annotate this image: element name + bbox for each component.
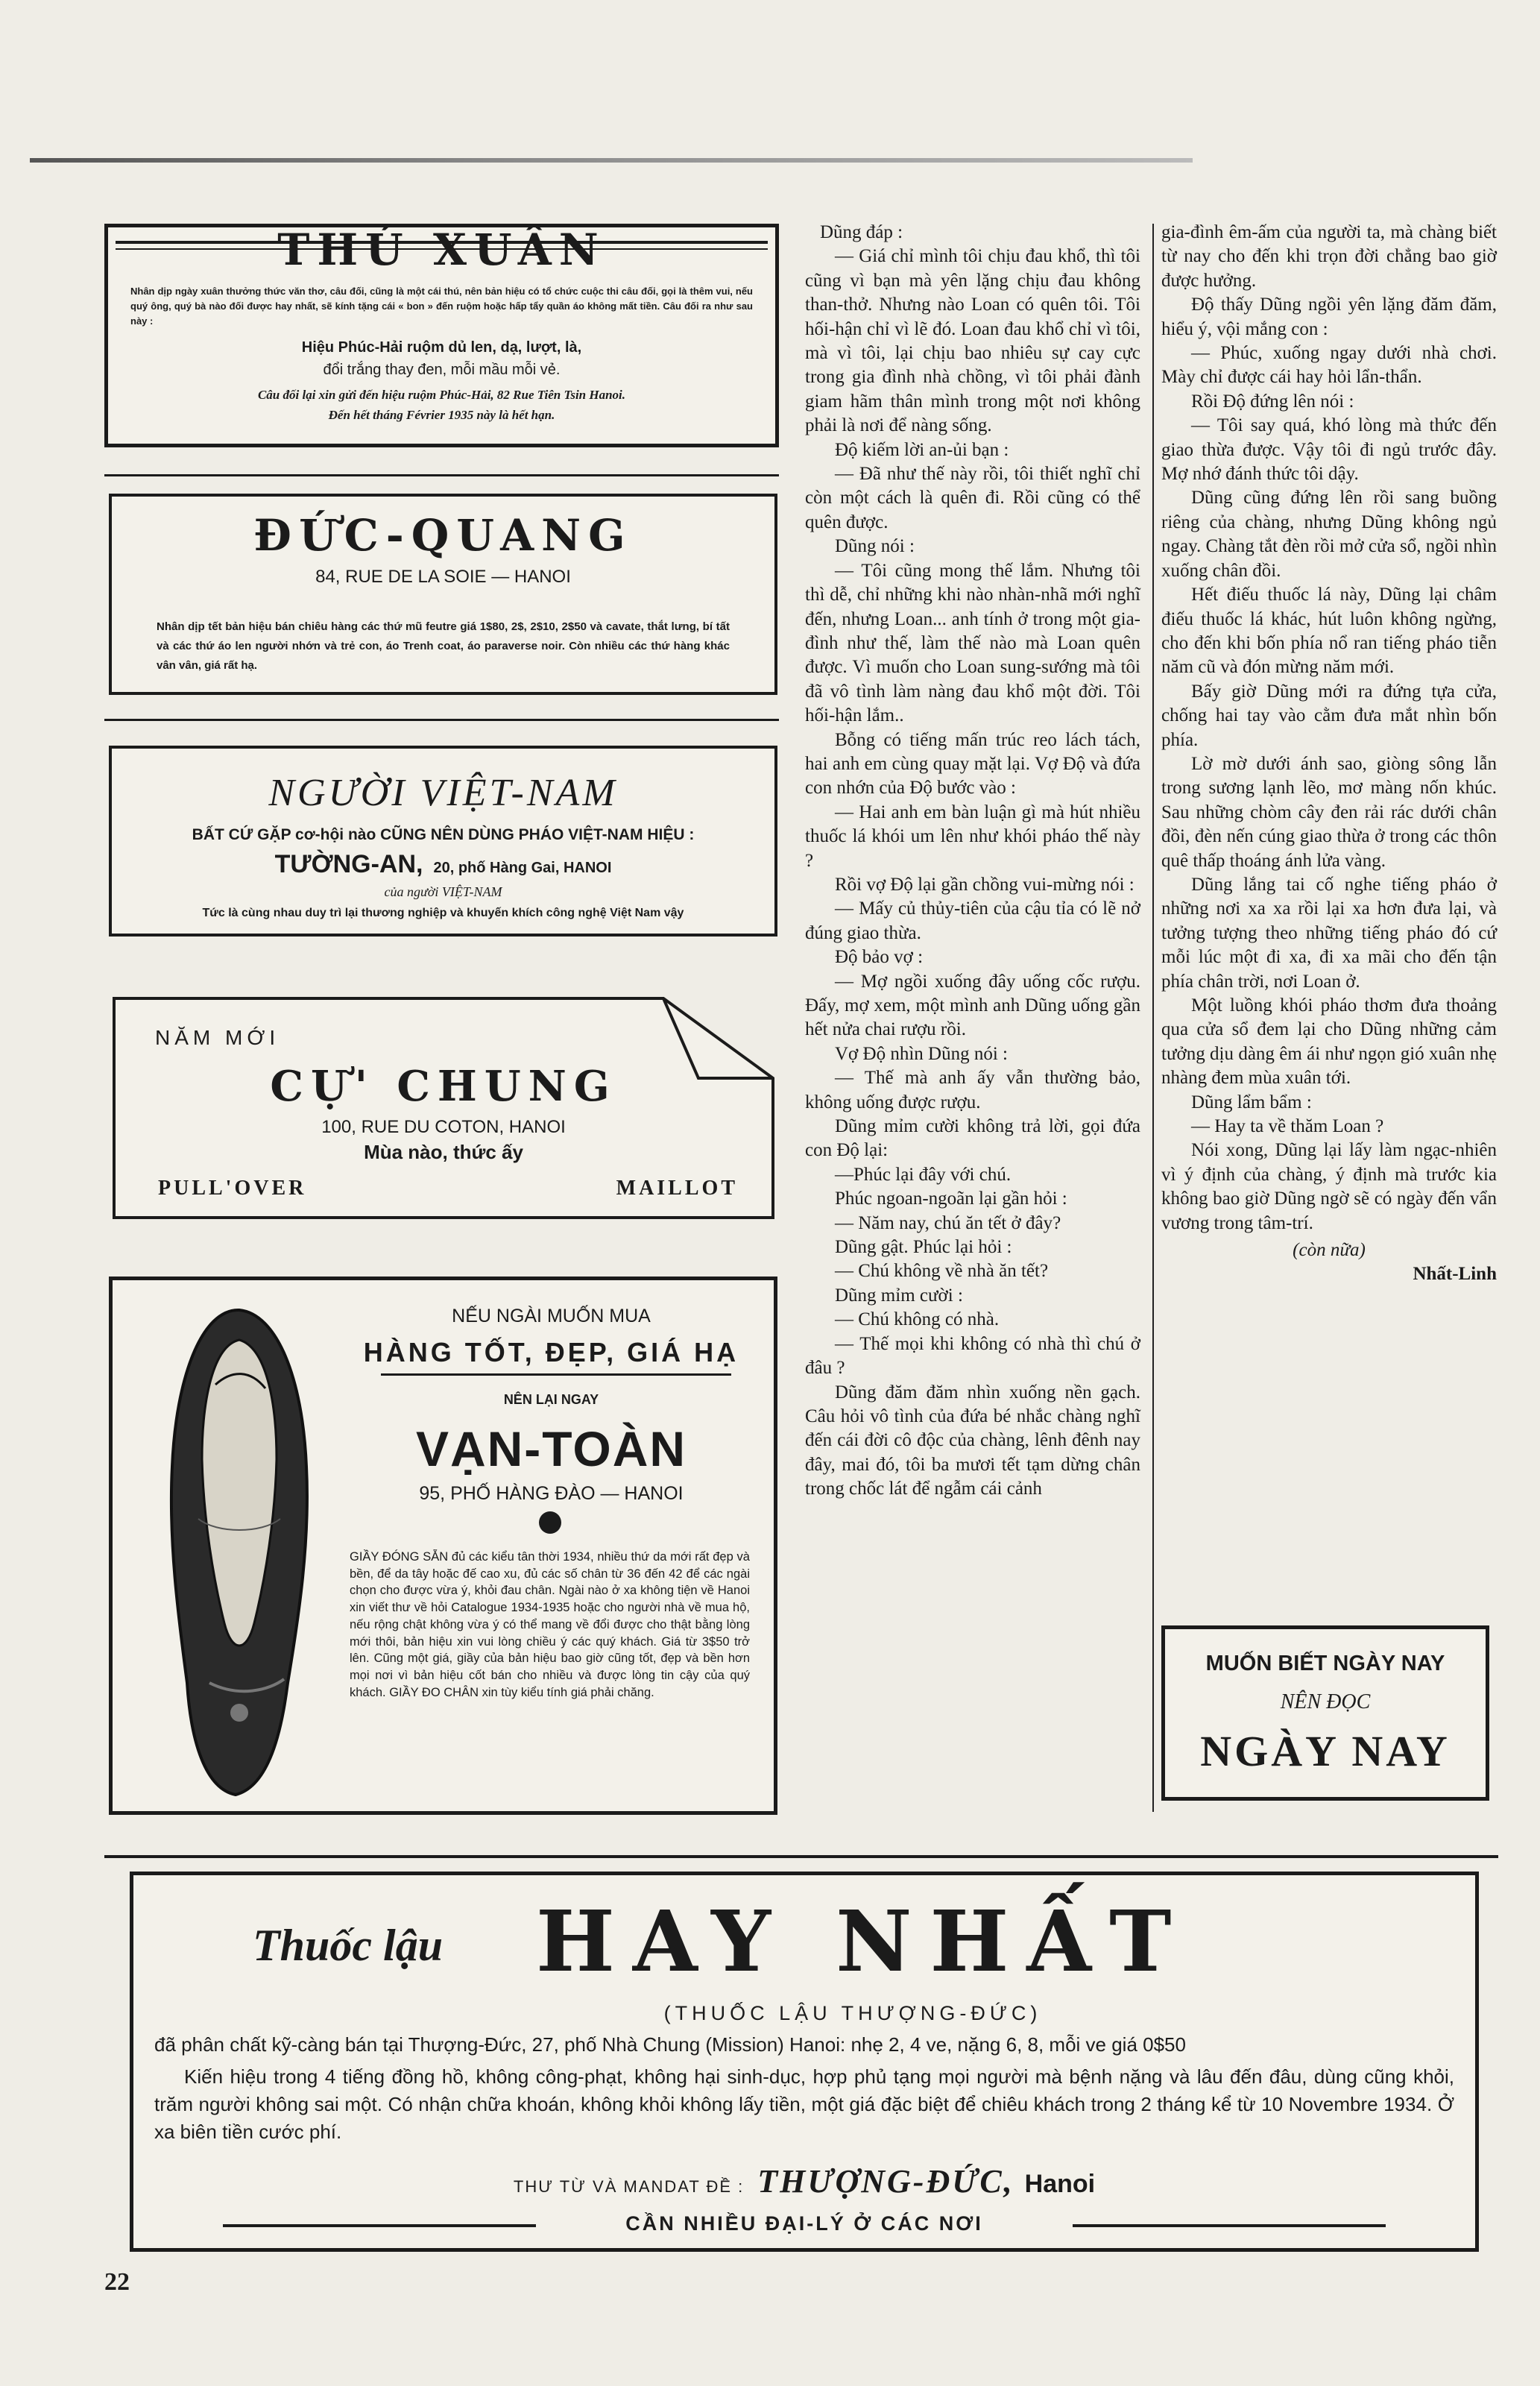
page-number: 22 — [104, 2268, 130, 2296]
ad-hay-nhat-bottom: CẦN NHIỀU ĐẠI-LÝ Ở CÁC NƠI — [625, 2212, 983, 2235]
story-paragraph: Bấy giờ Dũng mới ra đứng tựa cửa, chống hai tay vào cằm đưa mắt nhìn bốn phía. — [1161, 681, 1497, 750]
story-paragraph: Dũng lắng tai cố nghe tiếng pháo ở những nơi xa xa rồi lại xa hơn đưa lại, và tưởng tượng theo những tiếng pháo đó cứ mỗi lúc một đi xa, đi xa mãi cho đến tận phía chân trời, nơi Loan ở. — [1161, 874, 1497, 992]
story-column-2 — [1161, 221, 1497, 1600]
story-paragraph: — Chú không có nhà. — [835, 1309, 1000, 1330]
ad-hay-nhat-mail — [133, 2162, 1475, 2200]
ad-ngay-nay — [1161, 1625, 1489, 1801]
ad-cu-chung — [112, 996, 775, 1220]
ad-hay-nhat-mail-city: Hanoi — [1024, 2170, 1096, 2198]
story-paragraph: Bỗng có tiếng mấn trúc reo lách tách, hai anh em cùng quay mặt lại. Vợ Độ và đứa con nhớn của Độ bước vào : — [805, 729, 1140, 799]
ad-cu-chung-left: PULL'OVER — [158, 1177, 307, 1200]
story-paragraph: Hết điếu thuốc lá này, Dũng lại châm điếu thuốc lá khác, hút luôn không ngừng, cho đến khi bốn phía nổ ran tiếng pháo tiễn năm cũ và đón mừng năm mới. — [1161, 585, 1497, 678]
ad-nguoi-viet-nam-line1: BẤT CỨ GẶP cơ-hội nào CŨNG NÊN DÙNG PHÁO VIỆT-NAM HIỆU : — [192, 826, 695, 843]
story-paragraph: Dũng gật. Phúc lại hỏi : — [835, 1237, 1012, 1258]
ad-ngay-nay-line3: NGÀY NAY — [1200, 1727, 1451, 1775]
story-paragraph: — Giá chỉ mình tôi chịu đau khổ, thì tôi cũng vì bạn mà yên lặng chịu đau không than-thở. Nhưng nào Loan có quên tôi. Tôi hối-hận chỉ vì lẽ đó. Loan đau khổ chỉ vì tôi, mà vì tôi, lại chịu bao nhiêu sự cay cực trong gia đình nhà chồng, vì tôi phải đành giam hãm thân mình trong một nơi không phải là nơi để nàng sống. — [805, 246, 1140, 436]
ad-duc-quang — [109, 494, 777, 695]
story-paragraph: gia-đình êm-ấm của người ta, mà chàng biết từ nay cho đến khi trọn đời chẳng bao giờ được hưởng. — [1161, 222, 1497, 291]
ad-thu-xuan — [104, 224, 779, 447]
story-paragraph: Rồi vợ Độ lại gần chồng vui-mừng nói : — [835, 874, 1135, 895]
story-paragraph: — Thế mọi khi không có nhà thì chú ở đâu ? — [805, 1333, 1140, 1379]
ad-nguoi-viet-nam-line3: Tức là cùng nhau duy trì lại thương nghiệp và khuyến khích công nghệ Việt Nam vậy — [202, 907, 684, 919]
ad-nguoi-viet-nam-owner: của người VIỆT-NAM — [384, 884, 502, 899]
ad-cu-chung-slogan: Mùa nào, thức ấy — [364, 1141, 523, 1163]
ad-hay-nhat-subtitle: (THUỐC LẬU THƯỢNG-ĐỨC) — [663, 2002, 1042, 2024]
story-author: Nhất-Linh — [1413, 1264, 1497, 1285]
ad-hay-nhat-rule-right — [1073, 2224, 1386, 2227]
story-paragraph: Nói xong, Dũng lại lấy làm ngạc-nhiên vì ý định của chàng, ý định mà trước kia không bao giờ Dũng ngờ sẽ có ngày đến vẩn vương trong tâm-trí. — [1161, 1140, 1497, 1233]
bottom-section-rule — [104, 1855, 1498, 1858]
ad-separator — [104, 719, 779, 721]
ad-thu-xuan-note1: Câu đối lại xin gửi đến hiệu ruộm Phúc-Hải, 82 Rue Tiên Tsin Hanoi. — [257, 388, 626, 402]
story-continued: (còn nữa) — [1293, 1240, 1366, 1261]
ad-thu-xuan-note2: Đến hết tháng Février 1935 này là hết hạn. — [328, 408, 555, 422]
story-paragraph: — Mợ ngồi xuống đây uống cốc rượu. Đấy, mợ xem, một mình anh Dũng uống gần hết nửa chai rượu rồi. — [805, 971, 1140, 1040]
story-paragraph: Dũng lẩm bẩm : — [1191, 1092, 1312, 1112]
story-paragraph: Một luồng khói pháo thơm đưa thoảng qua cửa sổ đem lại cho Dũng những cảm tưởng dịu dàng êm ái như ngọn gió xuân nhẹ nhàng đem mùa xuân tới. — [1161, 995, 1497, 1089]
ad-thu-xuan-title: THÚ XUÂN — [277, 224, 606, 275]
story-paragraph: — Hai anh em bàn luận gì mà hút nhiều thuốc lá khói um lên như khói pháo thế này ? — [805, 802, 1140, 871]
story-paragraph: —Phúc lại đây với chú. — [835, 1164, 1012, 1185]
ad-thu-xuan-verse1: Hiệu Phúc-Hải ruộm dủ len, dạ, lượt, là, — [301, 339, 582, 356]
ad-hay-nhat-mail-name: THƯỢNG-ĐỨC, — [757, 2163, 1014, 2200]
story-paragraph: — Tôi say quá, khó lòng mà thức đến giao thừa được. Vậy tôi đi ngủ trước đây. Mợ nhớ đánh thức tôi dậy. — [1161, 415, 1497, 485]
ad-cu-chung-right: MAILLOT — [616, 1177, 738, 1200]
ad-duc-quang-name: ĐỨC-QUANG — [253, 510, 633, 561]
story-paragraph: Độ thấy Dũng ngồi yên lặng đăm đăm, hiểu ý, vội mắng con : — [1161, 295, 1497, 339]
story-paragraph: Dũng mỉm cười không trả lời, gọi đứa con Độ lại: — [805, 1116, 1140, 1161]
column-divider — [1152, 224, 1154, 1812]
ad-hay-nhat-rule-left — [223, 2224, 536, 2227]
ad-hay-nhat-line2: Kiến hiệu trong 4 tiếng đồng hồ, không công-phạt, không hại sinh-dục, hợp phủ tạng mọi người mà bệnh nặng và lâu đến đâu, dùng cũng khỏi, trăm người không sai một. Có nhận chữa khoán, không khỏi không lấy tiền, một giá đặc biệt để chiêu khách trong 2 tháng kể từ 10 Novembre 1934. Ở xa biên tiền cước phí. — [154, 2065, 1454, 2143]
ad-thu-xuan-text: Nhân dịp ngày xuân thưởng thức văn thơ, câu đối, cũng là một cái thú, nên bản hiệu có tổ chức cuộc thi câu đối, gọi là thêm vui, nếu quý ông, quý bà nào đối được hay nhất, sẽ kính tặng cái « bon » đến ruộm hoặc hấp tẩy quần áo không mất tiền. Câu đối ra như sau này : — [130, 286, 753, 327]
ad-ngay-nay-line2: NÊN ĐỌC — [1280, 1690, 1371, 1713]
story-paragraph: Phúc ngoan-ngoãn lại gần hỏi : — [835, 1189, 1067, 1209]
ad-thu-xuan-verse2: đổi trắng thay đen, mỗi mầu mỗi vẻ. — [323, 362, 561, 378]
story-paragraph: — Hay ta về thăm Loan ? — [1191, 1116, 1384, 1137]
story-paragraph: — Đã như thế này rồi, tôi thiết nghĩ chỉ còn một cách là quên đi. Rồi cũng có thể quên được. — [805, 464, 1140, 532]
ad-van-toan-text: GIẦY ĐÓNG SẴN đủ các kiểu tân thời 1934, nhiều thứ da mới rất đẹp và bền, để da tây hoặc đế cao xu, đủ các số chân từ 36 đến 42 để các ngài chọn cho được vừa ý, khỏi đau chân. Ngài nào ở xa không tiện về Hanoi xin viết thư về hỏi Catalogue 1934-1935 hoặc cho người nhà về mua hộ, nếu rộng chật không vừa ý có thể mang về đổi được cho thật bằng lòng mới thôi, bản hiệu xin vui lòng chiều ý các quý khách. Giá từ 3$50 trở lên. Cũng một giá, giầy của bản hiệu bao giờ cũng tốt, đẹp và bền hơn mọi nơi vì bản hiệu cốt bán cho nhiều và được lòng tin cậy của quý khách. GIẦY ĐO CHÂN xin tùy kiểu tính giá phải chăng. — [350, 1550, 750, 1699]
story-paragraph: Dũng đăm đăm nhìn xuống nền gạch. Câu hỏi vô tình của đứa bé nhắc chàng nghĩ đến cái đời cô độc của chàng, lênh đênh nay đây, mai đó, tôi ba mươi tết tạm dừng chân trong chốc lát để ngẫm cái cảnh — [805, 1382, 1140, 1499]
story-paragraph: Độ kiếm lời an-ủi bạn : — [835, 439, 1009, 460]
ad-duc-quang-address: 84, RUE DE LA SOIE — HANOI — [315, 567, 571, 587]
story-paragraph: Dũng nói : — [835, 536, 915, 557]
ad-nguoi-viet-nam-address: 20, phố Hàng Gai, HANOI — [433, 860, 612, 876]
ad-van-toan-line3: NÊN LẠI NGAY — [503, 1392, 599, 1407]
story-paragraph: — Mấy củ thủy-tiên của cậu tỉa có lẽ nở đúng giao thừa. — [805, 898, 1140, 943]
ad-hay-nhat-prefix: Thuốc lậu — [253, 1921, 444, 1970]
ad-van-toan-dot — [539, 1511, 561, 1534]
ad-nguoi-viet-nam — [109, 746, 777, 937]
story-paragraph: Dũng mỉm cười : — [835, 1285, 963, 1306]
ad-hay-nhat-bottom-row — [133, 2212, 1475, 2239]
story-paragraph: — Chú không về nhà ăn tết? — [835, 1261, 1049, 1282]
story-paragraph: — Năm nay, chú ăn tết ở đây? — [835, 1212, 1061, 1233]
top-rule — [30, 158, 1193, 163]
ad-van-toan-rule — [381, 1373, 731, 1376]
shoe-illustration — [127, 1295, 344, 1802]
story-paragraph: Rồi Độ đứng lên nói : — [1191, 391, 1354, 412]
ad-van-toan-name: VẠN-TOÀN — [415, 1421, 687, 1476]
ad-nguoi-viet-nam-shop: TƯỜNG-AN, — [274, 850, 423, 878]
ad-van-toan-line2: HÀNG TỐT, ĐẸP, GIÁ HẠ — [363, 1337, 739, 1367]
ad-hay-nhat-line1: đã phân chất kỹ-càng bán tại Thượng-Đức, 27, phố Nhà Chung (Mission) Hanoi: nhẹ 2, 4 ve, nặng 6, 8, mỗi ve giá 0$50 — [154, 2033, 1186, 2056]
ad-hay-nhat-title: HAY NHẤT — [536, 1893, 1190, 1991]
story-paragraph: Vợ Độ nhìn Dũng nói : — [835, 1043, 1008, 1064]
ad-ngay-nay-line1: MUỐN BIẾT NGÀY NAY — [1205, 1652, 1445, 1675]
ad-hay-nhat — [130, 1872, 1479, 2252]
story-paragraph: Lờ mờ dưới ánh sao, giòng sông lẫn trong sương lạnh lẽo, mơ màng nốn khúc. Sau những chòm cây đen rải rác dưới chân đồi, đèn nến cúng giao thừa ở trong các thôn quê thấp thoáng ánh lửa vàng. — [1161, 753, 1497, 871]
ad-separator — [104, 474, 779, 476]
story-paragraph: Độ bảo vợ : — [835, 947, 924, 968]
ad-cu-chung-name: CỰ' CHUNG — [270, 1062, 617, 1111]
ad-van-toan-address: 95, PHỐ HÀNG ĐÀO — HANOI — [419, 1483, 684, 1504]
story-paragraph: Dũng cũng đứng lên rồi sang buồng riêng của chàng, nhưng Dũng không ngủ ngay. Chàng tắt đèn rồi mở cửa sổ, ngồi nhìn xuống chân đồi. — [1161, 488, 1497, 581]
ad-van-toan-line1: NẾU NGÀI MUỐN MUA — [452, 1306, 651, 1326]
ad-duc-quang-text: Nhân dịp tết bản hiệu bán chiêu hàng các thứ mũ feutre giá 1$80, 2$, 2$10, 2$50 và cavate, thắt lưng, bí tất và các thứ áo len người nhớn và trẻ con, áo Trenh coat, áo paraverse noir. Còn nhiều các thứ hàng khác vân vân, giá rất hạ. — [157, 620, 730, 672]
ad-van-toan — [109, 1277, 777, 1815]
story-column-1 — [805, 221, 1140, 1831]
story-paragraph: Dũng đáp : — [820, 222, 903, 242]
story-paragraph: — Tôi cũng mong thế lắm. Nhưng tôi thì dễ, chỉ những khi nào nhàn-nhã mới nghĩ đến, nhưng Loan... anh tính ở trong một gia-đình như thế, làm thế nào mà Loan quên được. Vì muốn cho Loan sung-sướng mà tôi đã vô tình làm nàng đau khổ một đời. Tôi hối-hận lắm.. — [805, 560, 1140, 726]
story-paragraph: — Thế mà anh ấy vẫn thường bảo, không uống được rượu. — [805, 1068, 1140, 1112]
ad-nguoi-viet-nam-title: NGƯỜI VIỆT-NAM — [268, 772, 618, 814]
ad-nguoi-viet-nam-shop-line — [112, 850, 774, 879]
story-paragraph: — Phúc, xuống ngay dưới nhà chơi. Mày chỉ được cái hay hỏi lẩn-thẩn. — [1161, 343, 1497, 388]
ad-hay-nhat-mail-prefix: THƯ TỪ VÀ MANDAT ĐỀ : — [513, 2177, 745, 2196]
ad-cu-chung-address: 100, RUE DU COTON, HANOI — [321, 1117, 566, 1137]
ad-cu-chung-corner: NĂM MỚI — [155, 1026, 280, 1049]
